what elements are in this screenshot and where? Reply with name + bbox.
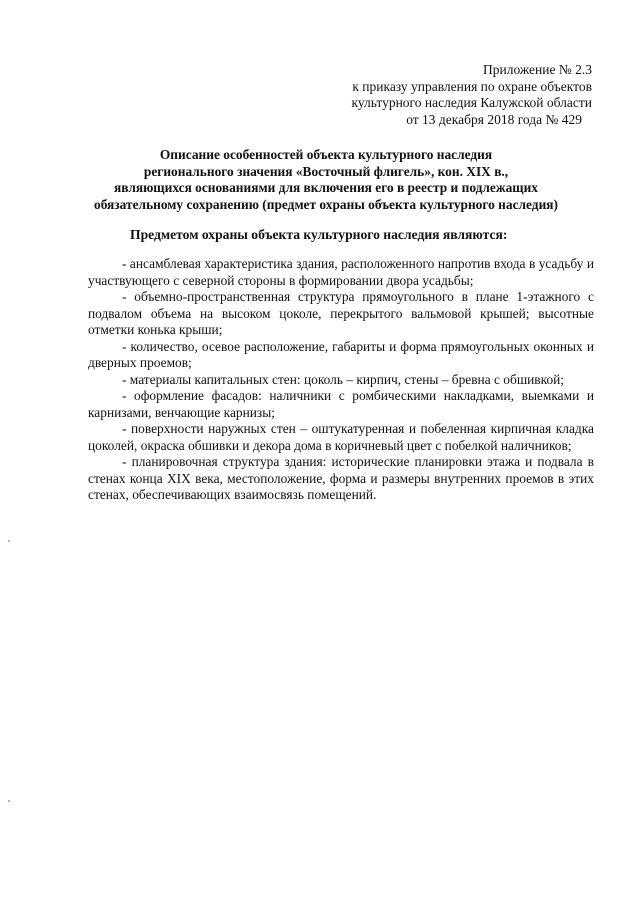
list-item: - объемно-пространственная структура прямоугольного в плане 1-этажного с подвалом объема на высоком цоколе, перекрытого вальмовой крышей; высотные отметки конька крыши; bbox=[88, 289, 594, 337]
appendix-number: Приложение № 2.3 bbox=[483, 62, 592, 77]
title-line-4: обязательному сохранению (предмет охраны объекта культурного наследия) bbox=[94, 196, 558, 212]
appendix-order-reference: к приказу управления по охране объектов bbox=[352, 78, 592, 94]
appendix-header bbox=[292, 62, 592, 128]
list-item: - планировочная структура здания: исторические планировки этажа и подвала в стенах конца XIX века, местоположение, форма и размеры внутренних проемов в этих стенах, обеспечивающих взаимосвязь помещений. bbox=[88, 454, 594, 502]
appendix-authority: культурного наследия Калужской области bbox=[351, 95, 592, 110]
document-title bbox=[60, 147, 592, 213]
title-line-1: Описание особенностей объекта культурного наследия bbox=[159, 147, 493, 162]
scan-speck bbox=[8, 800, 10, 802]
list-item: - материалы капитальных стен: цоколь – кирпич, стены – бревна с обшивкой; bbox=[122, 371, 565, 387]
title-line-3: являющихся основаниями для включения его в реестр и подлежащих bbox=[114, 180, 538, 196]
list-item: - поверхности наружных стен – оштукатуренная и побеленная кирпичная кладка цоколей, окраска обшивки и декора дома в коричневый цвет с побелкой наличников; bbox=[88, 421, 594, 453]
appendix-date: от 13 декабря 2018 года № 429 bbox=[406, 111, 582, 127]
protection-items-list bbox=[88, 256, 594, 504]
title-line-2: регионального значения «Восточный флигель», кон. XIX в., bbox=[143, 163, 509, 179]
list-item: - количество, осевое расположение, габариты и форма прямоугольных оконных и дверных проемов; bbox=[88, 338, 594, 370]
list-item: - оформление фасадов: наличники с ромбическими накладками, выемками и карнизами, венчающие карнизы; bbox=[88, 388, 594, 420]
scan-speck bbox=[8, 540, 10, 542]
list-item: - ансамблевая характеристика здания, расположенного напротив входа в усадьбу и участвующего с северной стороны в формировании двора усадьбы; bbox=[88, 256, 594, 288]
subject-heading: Предметом охраны объекта культурного наследия являются: bbox=[130, 227, 508, 242]
